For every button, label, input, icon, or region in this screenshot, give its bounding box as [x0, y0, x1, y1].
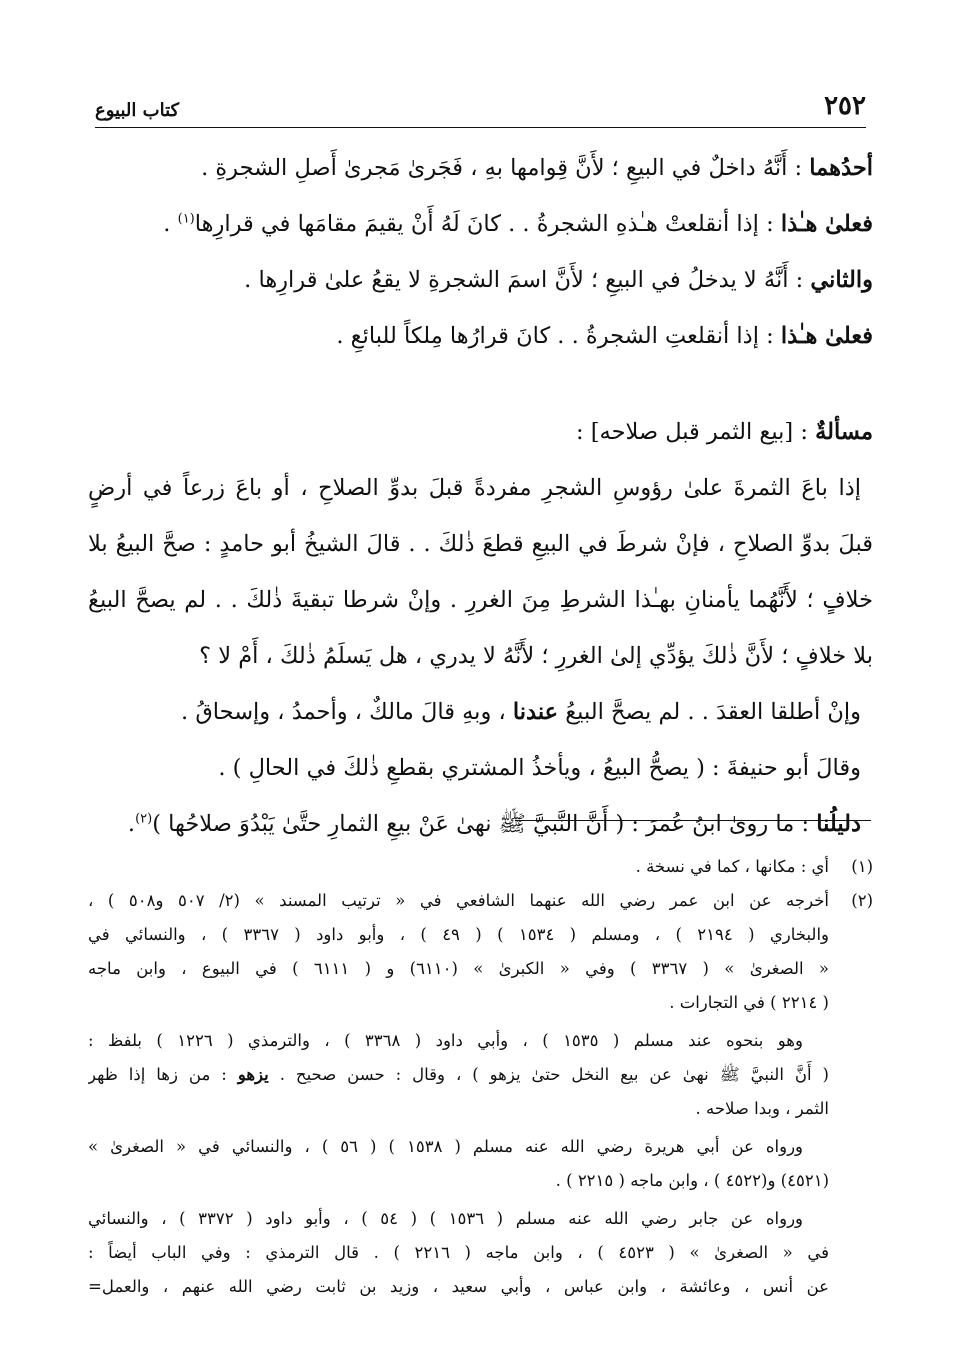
line-text: ( أَنَّ النبيَّ ﷺ نهىٰ عن بيع النخل حتىٰ يزهو ) ، وقال : حسن صحيح . — [268, 1065, 829, 1084]
footnote-line: عن أنس ، وعائشة ، وابن عباس ، وأبي سعيد ، وزيد بن ثابت رضي الله عنهم ، والعمل= — [88, 1277, 829, 1296]
footnote-line: ورواه عن جابر رضي الله عنه مسلم ( ١٥٣٦ ) ( ٥٤ ) ، وأبو داود ( ٣٣٧٢ ) ، والنسائي — [88, 1209, 803, 1228]
footnote-line: والبخاري ( ٢١٩٤ ) ، ومسلم ( ١٥٣٤ ) ( ٤٩ ) ، وأبو داود ( ٣٣٦٧ ) ، والنسائي في — [88, 925, 829, 944]
bold-term: فعلىٰ هـٰذا — [780, 211, 873, 237]
text-line — [88, 308, 873, 364]
footnote — [88, 884, 873, 1304]
paragraph-line: قبلَ بدوِّ الصلاحِ ، فإنْ شرطَ في البيعِ قطعَ ذٰلكَ . . قالَ الشيخُ أبو حامدٍ : صحَّ البيعُ بلا — [88, 531, 873, 557]
line-text: وإنْ أطلقا العقدَ . . لم يصحَّ البيعُ — [558, 699, 861, 725]
line-text: : أَنَّهُ داخلٌ في البيعِ ؛ لأَنَّ قِوامها بهِ ، فَجَرىٰ مَجرىٰ أَصلِ الشجرةِ . — [201, 155, 810, 181]
footnotes — [88, 850, 873, 1304]
main-text — [88, 140, 873, 852]
footnote-number: (١) — [851, 857, 873, 876]
line-text: : إذا أنقلعتْ هـٰذهِ الشجرةُ . . كانَ لَهُ أَنْ يقيمَ مقامَها في قرارِها — [194, 211, 781, 237]
bold-term: دليلُنا — [816, 811, 861, 837]
masala-title: : [بيع الثمر قبل صلاحه] : — [576, 419, 816, 445]
paragraph-line — [88, 684, 873, 740]
footnote-line: وهو بنحوه عند مسلم ( ١٥٣٥ ) ، وأبي داود ( ٣٣٦٨ ) ، والترمذي ( ١٢٢٦ ) بلفظ : — [88, 1031, 803, 1050]
line-text: ، وبهِ قالَ مالكٌ ، وأحمدُ ، وإسحاقُ . — [181, 699, 513, 725]
footnote-number: (٢) — [851, 891, 873, 910]
bold-term: والثاني — [810, 267, 873, 293]
section-heading — [88, 404, 873, 460]
footnote-ref: (١) — [177, 211, 195, 227]
footnote-line — [88, 1058, 829, 1092]
footnote-line: أخرجه عن ابن عمر رضي الله عنهما الشافعي في « ترتيب المسند » (٢/ ٥٠٧ و٥٠٨ ) ، — [88, 891, 829, 910]
line-text: : من زها إذا ظهر — [88, 1065, 238, 1084]
footnote-line: « الصغرىٰ » ( ٣٣٦٧ ) وفي « الكبرىٰ » (٦١١٠) و ( ٦١١١ ) في البيوع ، وابن ماجه — [88, 959, 829, 978]
footnote-separator — [515, 820, 871, 821]
footnote — [88, 850, 873, 884]
footnote-line: ورواه عن أبي هريرة رضي الله عنه مسلم ( ١٥٣٨ ) ( ٥٦ ) ، والنسائي في « الصغرىٰ » — [88, 1137, 804, 1156]
footnote-line: (٤٥٢١) و(٤٥٢٢ ) ، وابن ماجه ( ٢٢١٥ ) . — [555, 1171, 829, 1190]
text-line — [88, 140, 873, 196]
paragraph-line: بلا خلافٍ ؛ لأَنَّ ذٰلكَ يؤدِّي إلىٰ الغررِ ؛ لأَنَّهُ لا يدري ، هل يَسلَمُ ذٰلكَ ، أَمْ لا ؟ — [199, 643, 873, 669]
paragraph-line: خلافٍ ؛ لأَنَّهُما يأمنانِ بهـٰذا الشرطِ مِنَ الغررِ . وإنْ شرطا تبقيةَ ذٰلكَ . . لم يصحَّ البيعُ — [88, 587, 873, 613]
masala-label: مسألةٌ — [815, 419, 873, 445]
footnote-line: أي : مكانها ، كما في نسخة . — [635, 857, 829, 876]
running-title: كتاب البيوع — [95, 100, 180, 121]
line-end: . — [163, 211, 178, 237]
footnote-line: في « الصغرىٰ » ( ٤٥٢٣ ) ، وابن ماجه ( ٢٢١٦ ) . قال الترمذي : وفي الباب أيضاً : — [88, 1243, 829, 1262]
footnote-line: الثمر ، وبدا صلاحه . — [695, 1099, 829, 1118]
footnote-line: ( ٢٢١٤ ) في التجارات . — [669, 993, 829, 1012]
page-number: ٢٥٢ — [824, 91, 866, 121]
paragraph-line: وقالَ أبو حنيفةَ : ( يصحُّ البيعُ ، ويأخذُ المشتري بقطعِ ذٰلكَ في الحالِ ) . — [218, 755, 861, 781]
line-text: : ما روىٰ ابنُ عُمرَ : ( أَنَّ النَّبيَّ ﷺ نهىٰ عَنْ بيعِ الثمارِ حتَّىٰ يَبْدُوَ صلاحُها ) — [152, 811, 817, 837]
paragraph-line: إذا باعَ الثمرةَ علىٰ رؤوسِ الشجرِ مفردةً قبلَ بدوِّ الصلاحِ ، أو باعَ زرعاً في أرضٍ — [88, 475, 861, 501]
line-text: : أَنَّهُ لا يدخلُ في البيعِ ؛ لأَنَّ اسمَ الشجرةِ لا يقعُ علىٰ قرارِها . — [244, 267, 811, 293]
paragraph-line — [88, 796, 873, 852]
bold-term: يزهو — [237, 1065, 269, 1084]
page-header — [95, 88, 866, 128]
bold-term: أحدُهما — [809, 155, 873, 181]
bold-term: فعلىٰ هـٰذا — [780, 323, 873, 349]
line-text: : إذا أنقلعتِ الشجرةُ . . كانَ قرارُها مِلكاً للبائعِ . — [336, 323, 781, 349]
bold-term: عندنا — [512, 699, 559, 725]
text-line — [88, 196, 873, 252]
text-line — [88, 252, 873, 308]
footnote-ref: (٢) — [135, 811, 153, 827]
line-end: . — [127, 811, 136, 837]
